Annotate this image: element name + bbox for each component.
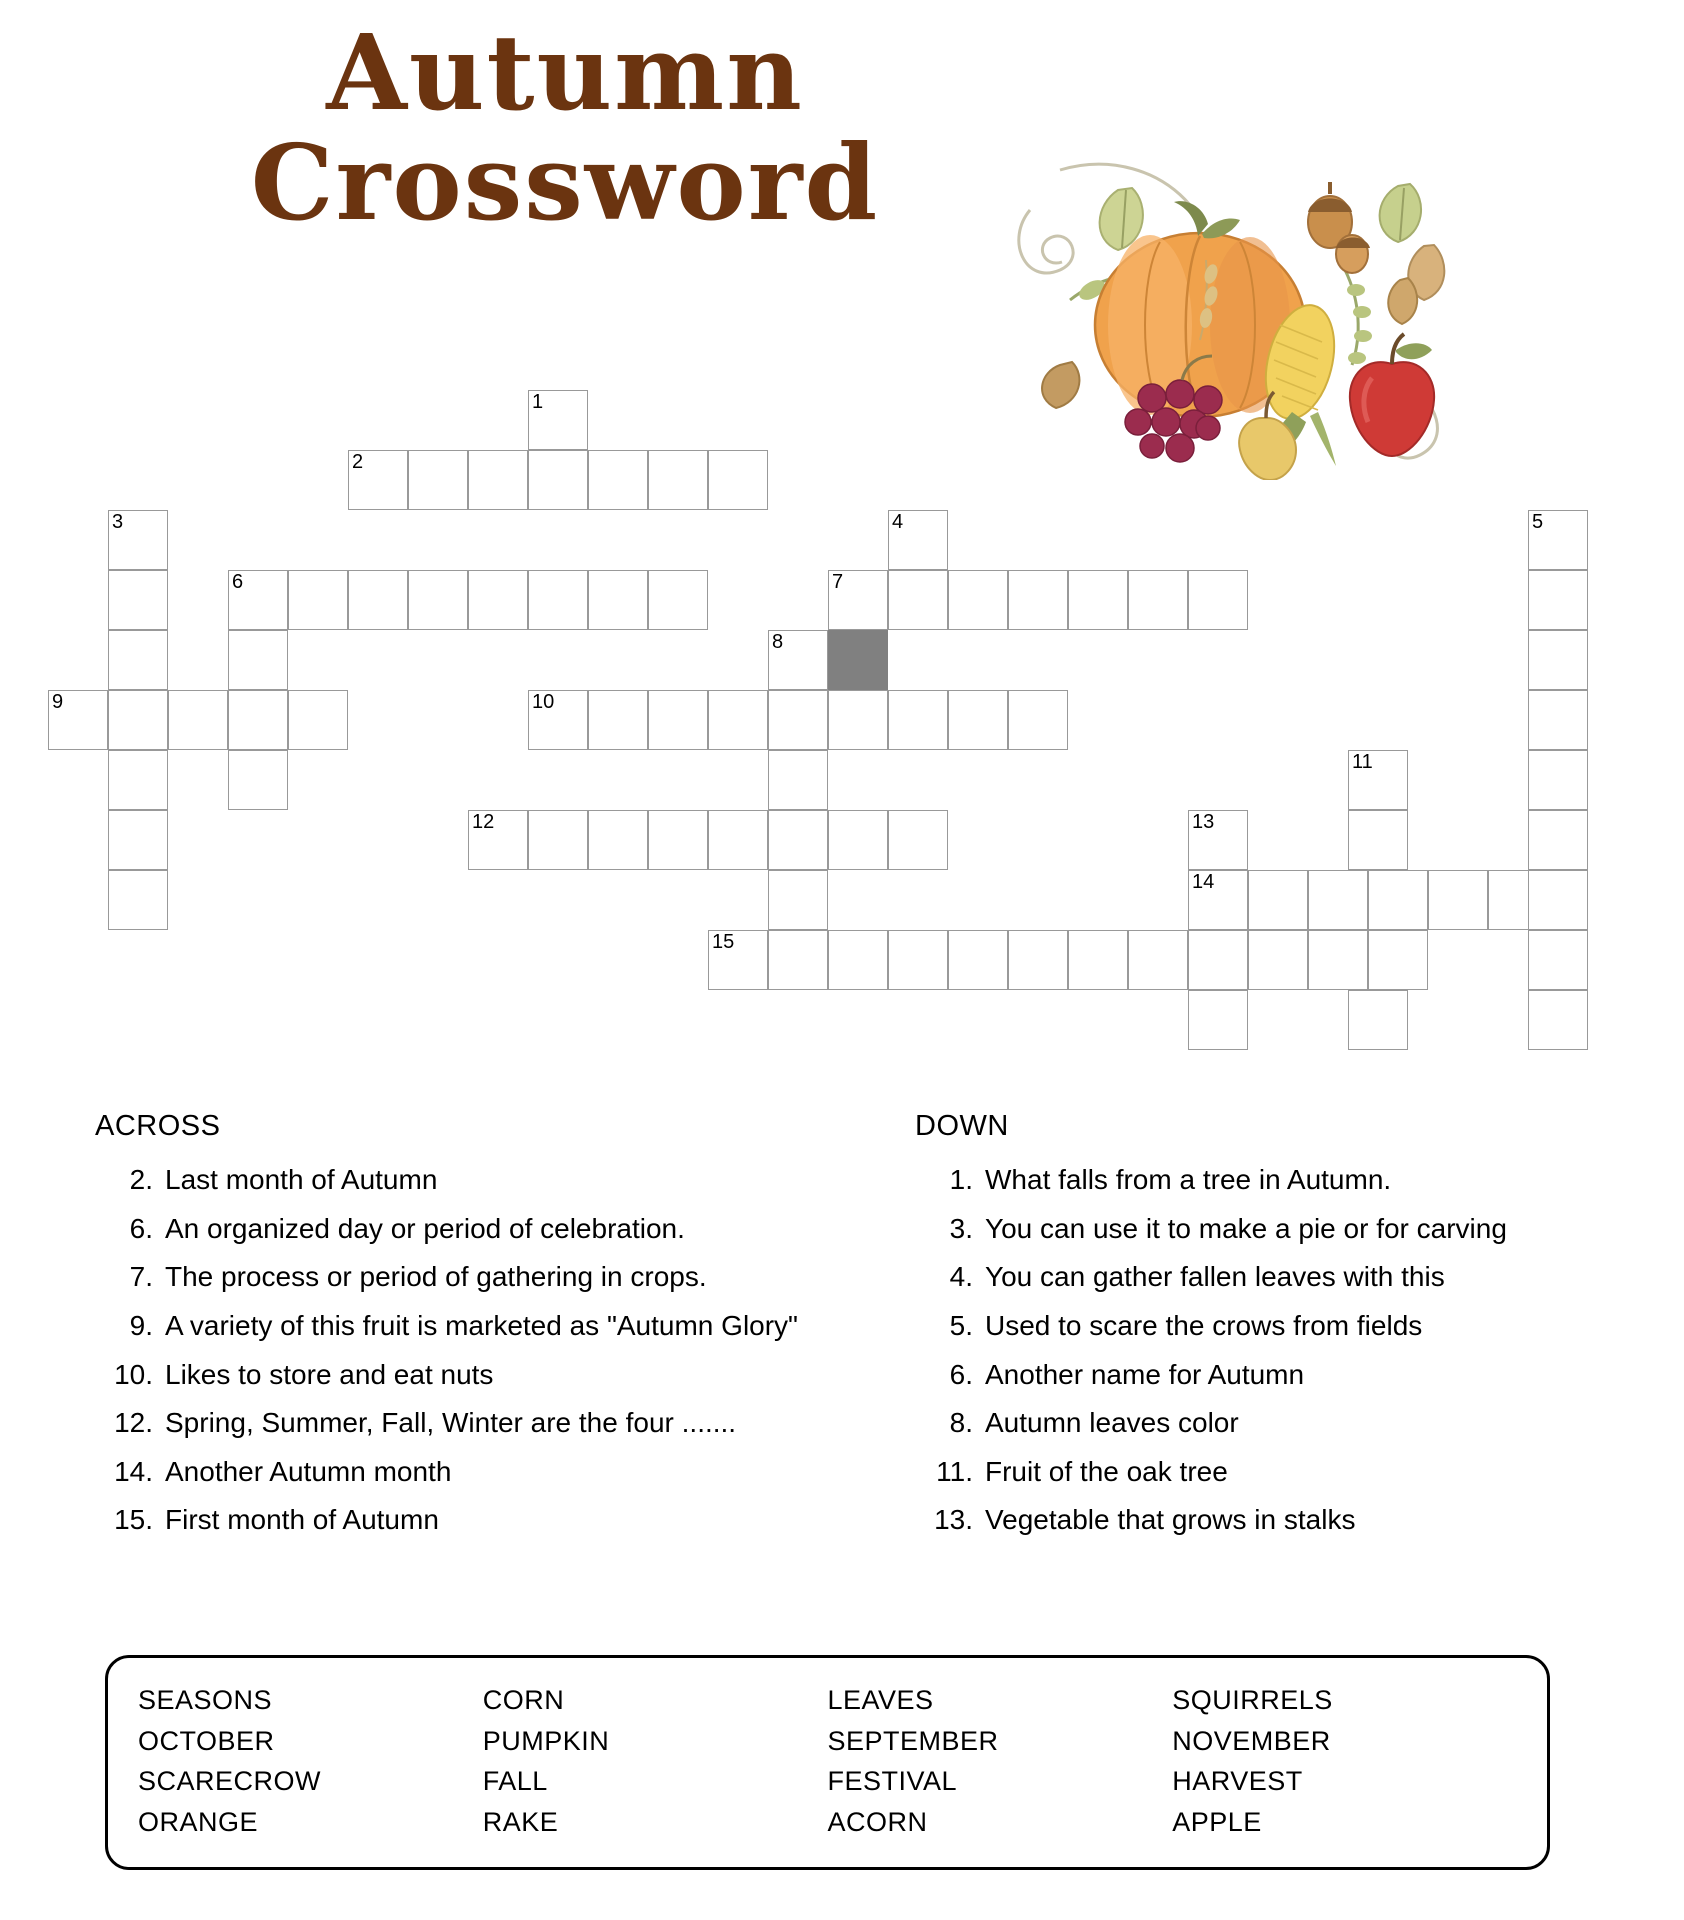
- grid-cell[interactable]: [828, 810, 888, 870]
- clue-text: Autumn leaves color: [985, 1407, 1239, 1439]
- grid-cell[interactable]: [1248, 870, 1308, 930]
- grid-cell[interactable]: [408, 570, 468, 630]
- grid-cell[interactable]: [288, 570, 348, 630]
- clue-item: [915, 1161, 1655, 1200]
- grid-cell[interactable]: [1068, 930, 1128, 990]
- grid-cell[interactable]: [768, 630, 828, 690]
- across-clues: [95, 1110, 835, 1550]
- clue-number: 6.: [129, 1212, 153, 1244]
- clue-item: [95, 1307, 835, 1346]
- grid-cell[interactable]: [948, 930, 1008, 990]
- grid-cell[interactable]: [588, 570, 648, 630]
- clue-item: [95, 1210, 835, 1249]
- down-clue-list: [915, 1161, 1655, 1540]
- grid-cell[interactable]: [1528, 570, 1588, 630]
- word-bank-word: SCARECROW: [138, 1766, 322, 1796]
- clue-item: [95, 1161, 835, 1200]
- grid-cell[interactable]: [708, 810, 768, 870]
- clue-number: 11.: [936, 1455, 973, 1487]
- clue-text: Last month of Autumn: [165, 1164, 438, 1195]
- grid-cell[interactable]: [108, 690, 168, 750]
- grid-cell[interactable]: [828, 690, 888, 750]
- grid-cell[interactable]: [228, 570, 288, 630]
- clue-number-6: 6: [232, 571, 244, 593]
- grid-cell[interactable]: [888, 510, 948, 570]
- clue-item: [95, 1356, 835, 1395]
- grid-cell-blocked: [828, 630, 888, 690]
- word-bank-word: CORN: [482, 1685, 565, 1715]
- clue-number: 7.: [129, 1261, 153, 1293]
- grid-cell[interactable]: [408, 450, 468, 510]
- grid-cell[interactable]: [888, 570, 948, 630]
- clue-number: 2.: [129, 1164, 153, 1195]
- grid-cell[interactable]: [1068, 570, 1128, 630]
- clue-number-15: 15: [712, 931, 735, 953]
- title-line-1: Autumn: [326, 11, 804, 134]
- grid-cell[interactable]: [888, 810, 948, 870]
- across-clue-list: [95, 1161, 835, 1540]
- clue-item: [95, 1501, 835, 1540]
- grid-cell[interactable]: [708, 450, 768, 510]
- grid-cell[interactable]: [1008, 690, 1068, 750]
- clue-text: You can gather fallen leaves with this: [985, 1261, 1445, 1293]
- grid-cell[interactable]: [648, 570, 708, 630]
- clue-number: 12.: [114, 1407, 153, 1439]
- word-bank-column: [828, 1680, 1173, 1867]
- clue-item: [915, 1307, 1655, 1346]
- word-bank-word: NOVEMBER: [1172, 1725, 1331, 1756]
- grid-cell[interactable]: [768, 930, 828, 990]
- grid-cell[interactable]: [1008, 930, 1068, 990]
- word-bank-word: ACORN: [827, 1806, 928, 1837]
- grid-cell[interactable]: [1188, 570, 1248, 630]
- clue-number-2: 2: [352, 451, 364, 473]
- grid-cell[interactable]: [528, 810, 588, 870]
- clue-text: The process or period of gathering in crops.: [165, 1261, 707, 1293]
- word-bank-word: FESTIVAL: [827, 1766, 958, 1796]
- grid-cell[interactable]: [1528, 990, 1588, 1050]
- clue-number-14: 14: [1192, 871, 1215, 893]
- grid-cell[interactable]: [708, 690, 768, 750]
- clue-text: First month of Autumn: [165, 1504, 439, 1536]
- grid-cell[interactable]: [1008, 570, 1068, 630]
- word-bank-word: SEPTEMBER: [827, 1725, 999, 1756]
- word-bank-word: OCTOBER: [138, 1725, 275, 1756]
- grid-cell[interactable]: [648, 810, 708, 870]
- word-bank-word: ORANGE: [138, 1806, 259, 1837]
- grid-cell[interactable]: [1128, 570, 1188, 630]
- word-bank-word: LEAVES: [827, 1685, 934, 1715]
- grid-cell[interactable]: [108, 570, 168, 630]
- page-title: [215, 11, 915, 245]
- grid-cell[interactable]: [468, 570, 528, 630]
- grid-cell[interactable]: [888, 930, 948, 990]
- grid-cell[interactable]: [108, 750, 168, 810]
- clue-item: [915, 1210, 1655, 1249]
- clue-text: Likes to store and eat nuts: [165, 1358, 494, 1390]
- clue-number: 1.: [949, 1164, 973, 1195]
- clue-number: 8.: [949, 1407, 973, 1439]
- clue-number: 3.: [949, 1212, 973, 1244]
- grid-cell[interactable]: [1528, 870, 1588, 930]
- clue-number-12: 12: [472, 811, 495, 833]
- clue-item: [95, 1258, 835, 1297]
- clue-item: [915, 1404, 1655, 1443]
- grid-cell[interactable]: [228, 750, 288, 810]
- grid-cell[interactable]: [1528, 630, 1588, 690]
- clue-number: 13.: [934, 1504, 973, 1536]
- clue-text: Another Autumn month: [165, 1455, 452, 1487]
- grid-cell[interactable]: [588, 450, 648, 510]
- grid-cell[interactable]: [1528, 690, 1588, 750]
- clue-number-13: 13: [1192, 811, 1215, 833]
- clue-text: What falls from a tree in Autumn.: [985, 1164, 1392, 1195]
- clue-text: Vegetable that grows in stalks: [985, 1504, 1356, 1536]
- grid-cell[interactable]: [348, 450, 408, 510]
- clue-number-10: 10: [532, 691, 555, 713]
- down-heading: DOWN: [915, 1110, 1009, 1142]
- grid-cell[interactable]: [288, 690, 348, 750]
- clue-text: An organized day or period of celebration.: [165, 1212, 685, 1244]
- grid-cell[interactable]: [1308, 870, 1368, 930]
- title-line-2: Crossword: [250, 121, 880, 245]
- grid-cell[interactable]: [948, 690, 1008, 750]
- grid-cell[interactable]: [1368, 930, 1428, 990]
- grid-cell[interactable]: [348, 570, 408, 630]
- clue-text: Another name for Autumn: [985, 1358, 1305, 1390]
- grid-cell[interactable]: [528, 690, 588, 750]
- word-bank-word: FALL: [482, 1766, 548, 1796]
- word-bank-word: SQUIRRELS: [1172, 1685, 1333, 1715]
- grid-cell[interactable]: [648, 690, 708, 750]
- grid-cell[interactable]: [1188, 990, 1248, 1050]
- grid-cell[interactable]: [1348, 750, 1408, 810]
- clue-number: 14.: [114, 1455, 153, 1487]
- grid-cell[interactable]: [1428, 870, 1488, 930]
- word-bank-word: HARVEST: [1172, 1766, 1303, 1796]
- clue-text: Fruit of the oak tree: [985, 1455, 1228, 1487]
- grid-cell[interactable]: [108, 630, 168, 690]
- clue-number-11: 11: [1352, 751, 1373, 773]
- clue-text: You can use it to make a pie or for carving: [985, 1212, 1507, 1244]
- word-bank-column: [483, 1680, 828, 1867]
- grid-cell[interactable]: [1528, 750, 1588, 810]
- grid-cell[interactable]: [888, 690, 948, 750]
- grid-cell[interactable]: [1308, 930, 1368, 990]
- clue-item: [95, 1404, 835, 1443]
- clue-item: [915, 1453, 1655, 1492]
- clue-item: [915, 1258, 1655, 1297]
- crossword-grid[interactable]: [0, 390, 1684, 1050]
- clue-number-7: 7: [832, 571, 844, 593]
- grid-cell[interactable]: [1188, 810, 1248, 870]
- word-bank-word: RAKE: [482, 1806, 559, 1837]
- clue-number: 4.: [949, 1261, 973, 1293]
- grid-cell[interactable]: [828, 930, 888, 990]
- clue-item: [915, 1501, 1655, 1540]
- grid-cell[interactable]: [768, 870, 828, 930]
- clue-item: [95, 1453, 835, 1492]
- clue-number: 15.: [114, 1504, 153, 1536]
- clue-number-9: 9: [52, 691, 64, 713]
- grid-cell[interactable]: [768, 690, 828, 750]
- down-clues: [915, 1110, 1655, 1550]
- grid-cell[interactable]: [468, 450, 528, 510]
- grid-cell[interactable]: [528, 390, 588, 450]
- grid-cell[interactable]: [1348, 810, 1408, 870]
- clue-number-8: 8: [772, 631, 784, 653]
- clue-number-1: 1: [532, 391, 544, 413]
- grid-cell[interactable]: [1528, 930, 1588, 990]
- word-bank-word: SEASONS: [138, 1685, 273, 1715]
- grid-cell[interactable]: [1188, 870, 1248, 930]
- clue-text: Used to scare the crows from fields: [985, 1309, 1423, 1341]
- grid-cell[interactable]: [708, 930, 768, 990]
- grid-cell[interactable]: [528, 450, 588, 510]
- clue-number: 9.: [129, 1309, 153, 1341]
- word-bank-word: APPLE: [1172, 1806, 1262, 1837]
- word-bank: [105, 1655, 1550, 1870]
- grid-cell[interactable]: [768, 810, 828, 870]
- clue-text: Spring, Summer, Fall, Winter are the four .......: [165, 1407, 737, 1439]
- clue-text: A variety of this fruit is marketed as "Autumn Glory": [165, 1309, 798, 1341]
- grid-cell[interactable]: [588, 810, 648, 870]
- clue-number: 6.: [949, 1358, 973, 1390]
- grid-cell[interactable]: [468, 810, 528, 870]
- grid-cell[interactable]: [108, 510, 168, 570]
- clue-number-4: 4: [892, 511, 904, 533]
- grid-cell[interactable]: [648, 450, 708, 510]
- grid-cell[interactable]: [168, 690, 228, 750]
- clue-number: 10.: [114, 1358, 153, 1390]
- word-bank-word: PUMPKIN: [482, 1725, 610, 1756]
- grid-cell[interactable]: [48, 690, 108, 750]
- across-heading: ACROSS: [95, 1110, 221, 1142]
- grid-cell[interactable]: [1348, 990, 1408, 1050]
- grid-cell[interactable]: [528, 570, 588, 630]
- grid-cell[interactable]: [948, 570, 1008, 630]
- grid-cell[interactable]: [828, 570, 888, 630]
- clue-number-5: 5: [1532, 511, 1544, 533]
- grid-cell[interactable]: [228, 690, 288, 750]
- grid-cell[interactable]: [768, 750, 828, 810]
- clue-number: 5.: [949, 1309, 973, 1341]
- grid-cell[interactable]: [1128, 930, 1188, 990]
- grid-cell[interactable]: [1188, 930, 1248, 990]
- grid-cell[interactable]: [1368, 870, 1428, 930]
- clue-item: [915, 1356, 1655, 1395]
- word-bank-column: [1172, 1680, 1517, 1867]
- grid-cell[interactable]: [1248, 930, 1308, 990]
- word-bank-column: [138, 1680, 483, 1867]
- grid-cell[interactable]: [228, 630, 288, 690]
- grid-cell[interactable]: [1528, 510, 1588, 570]
- clue-number-3: 3: [112, 511, 124, 533]
- grid-cell[interactable]: [1528, 810, 1588, 870]
- grid-cell[interactable]: [108, 810, 168, 870]
- grid-cell[interactable]: [108, 870, 168, 930]
- grid-cell[interactable]: [588, 690, 648, 750]
